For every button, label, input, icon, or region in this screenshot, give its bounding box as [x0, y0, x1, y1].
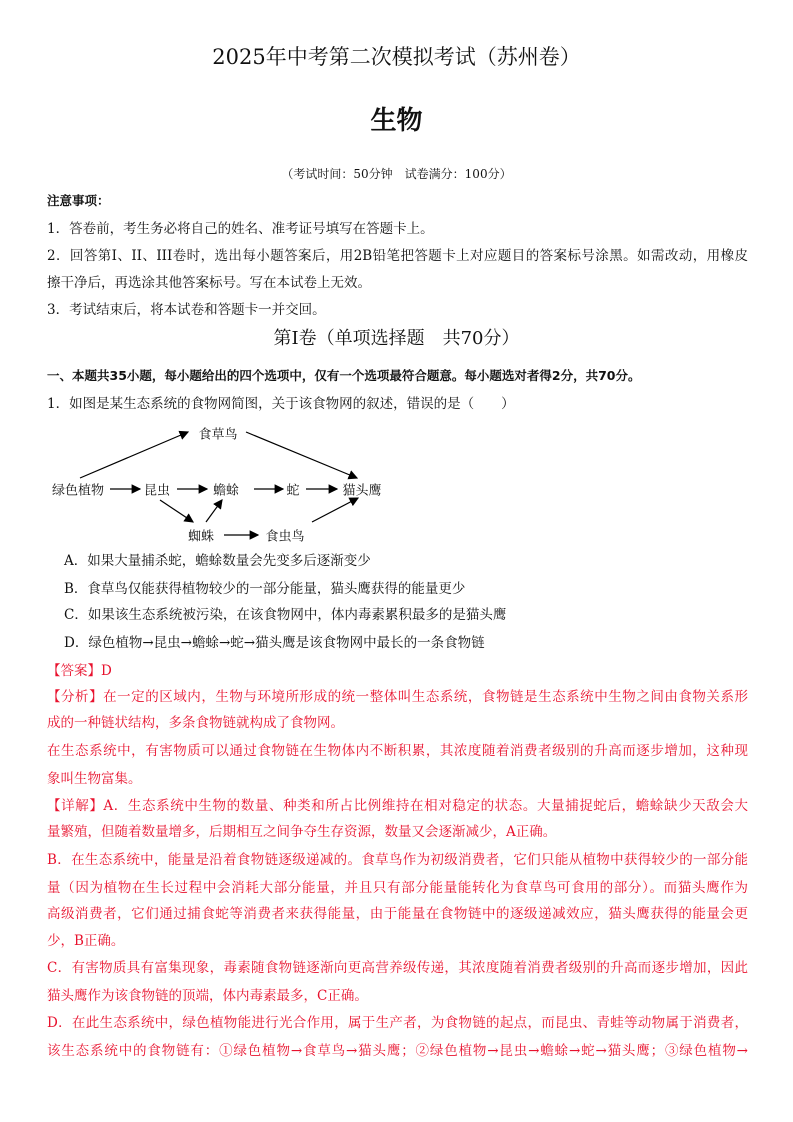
notice-heading: 注意事项： — [47, 193, 110, 208]
option-a: A．如果大量捕杀蛇，蟾蜍数量会先变多后逐渐变少 — [64, 553, 371, 569]
answer-line: 该生态系统中的食物链有：①绿色植物→食草鸟→猫头鹰；②绿色植物→昆虫→蟾蜍→蛇→猫头鹰；③绿色植物→ — [47, 1043, 748, 1059]
answer-line: 【详解】A．生态系统中生物的数量、种类和所占比例维持在相对稳定的状态。大量捕捉蛇后，蟾蜍缺少天敌会大 — [47, 798, 748, 814]
notice-item: 2．回答第I、II、III卷时，选出每小题答案后，用2B铅笔把答题卡上对应题目的答案标号涂黑。如需改动，用橡皮 — [47, 248, 748, 264]
subject-title: 生物 — [370, 106, 423, 136]
answer-line: 【分析】在一定的区域内，生物与环境所形成的统一整体叫生态系统，食物链是生态系统中生物之间由食物关系形 — [47, 689, 748, 705]
arrow — [246, 432, 357, 478]
node-herb-bird: 食草鸟 — [198, 427, 238, 443]
answer-line: C．有害物质具有富集现象，毒素随食物链逐渐向更高营养级传递，其浓度随着消费者级别的升高而逐步增加，因此 — [47, 960, 748, 976]
answer-line: 少，B正确。 — [47, 933, 125, 949]
answer-line: 量（因为植物在生长过程中会消耗大部分能量，并且只有部分能量能转化为食草鸟可食用的部分）。而猫头鹰作为 — [47, 880, 748, 896]
node-insect: 昆虫 — [143, 483, 171, 499]
arrow — [160, 500, 193, 522]
arrow — [206, 500, 222, 522]
notice-item: 3．考试结束后，将本试卷和答题卡一并交回。 — [47, 302, 326, 318]
option-b: B．食草鸟仅能获得植物较少的一部分能量，猫头鹰获得的能量更少 — [64, 581, 466, 597]
node-snake: 蛇 — [286, 483, 300, 499]
arrow — [80, 432, 188, 478]
node-plant: 绿色植物 — [51, 483, 105, 499]
node-toad: 蟾蜍 — [212, 483, 240, 499]
answer-line: B．在生态系统中，能量是沿着食物链逐级递减的。食草鸟作为初级消费者，它们只能从植物中获得较少的一部分能 — [47, 852, 748, 868]
answer-line: 在生态系统中，有害物质可以通过食物链在生物体内不断积累，其浓度随着消费者级别的升高而逐步增加，这种现 — [47, 743, 748, 759]
option-c: C．如果该生态系统被污染，在该食物网中，体内毒素累积最多的是猫头鹰 — [64, 607, 507, 623]
answer-line: 高级消费者，它们通过捕食蛇等消费者来获得能量，由于能量在食物链中的逐级递减效应，猫头鹰获得的能量会更 — [47, 906, 748, 922]
section-heading: 第I卷（单项选择题 共70分） — [273, 328, 520, 349]
notice-item: 1．答卷前，考生务必将自己的姓名、准考证号填写在答题卡上。 — [47, 221, 434, 237]
node-spider: 蜘蛛 — [187, 529, 215, 545]
exam-title: 2025年中考第二次模拟考试（苏州卷） — [212, 45, 581, 69]
answer-line: 猫头鹰作为该食物链的顶端，体内毒素最多，C正确。 — [47, 988, 368, 1004]
answer-line: 成的一种链状结构，多条食物链就构成了食物网。 — [47, 715, 344, 731]
arrow — [312, 498, 358, 522]
node-insect-bird: 食虫鸟 — [265, 529, 305, 545]
option-d: D．绿色植物→昆虫→蟾蜍→蛇→猫头鹰是该食物网中最长的一条食物链 — [64, 635, 485, 651]
node-owl: 猫头鹰 — [342, 483, 382, 499]
answer-line: 象叫生物富集。 — [47, 771, 142, 787]
answer-line: D．在此生态系统中，绿色植物能进行光合作用，属于生产者，为食物链的起点，而昆虫、青蛙等动物属于消费者， — [47, 1015, 748, 1031]
answer-line: 【答案】D — [47, 663, 112, 679]
exam-time-info: （考试时间：50分钟 试卷满分：100分） — [281, 167, 512, 181]
section-instruction: 一、本题共35小题，每小题给出的四个选项中，仅有一个选项最符合题意。每小题选对者得2分，共70分。 — [47, 368, 641, 383]
answer-line: 量繁殖，但随着数量增多，后期相互之间争夺生存资源，数量又会逐渐减少，A正确。 — [47, 824, 557, 840]
question-stem: 1．如图是某生态系统的食物网简图，关于该食物网的叙述，错误的是（ ） — [47, 396, 515, 412]
notice-item: 擦干净后，再选涂其他答案标号。写在本试卷上无效。 — [47, 275, 371, 291]
